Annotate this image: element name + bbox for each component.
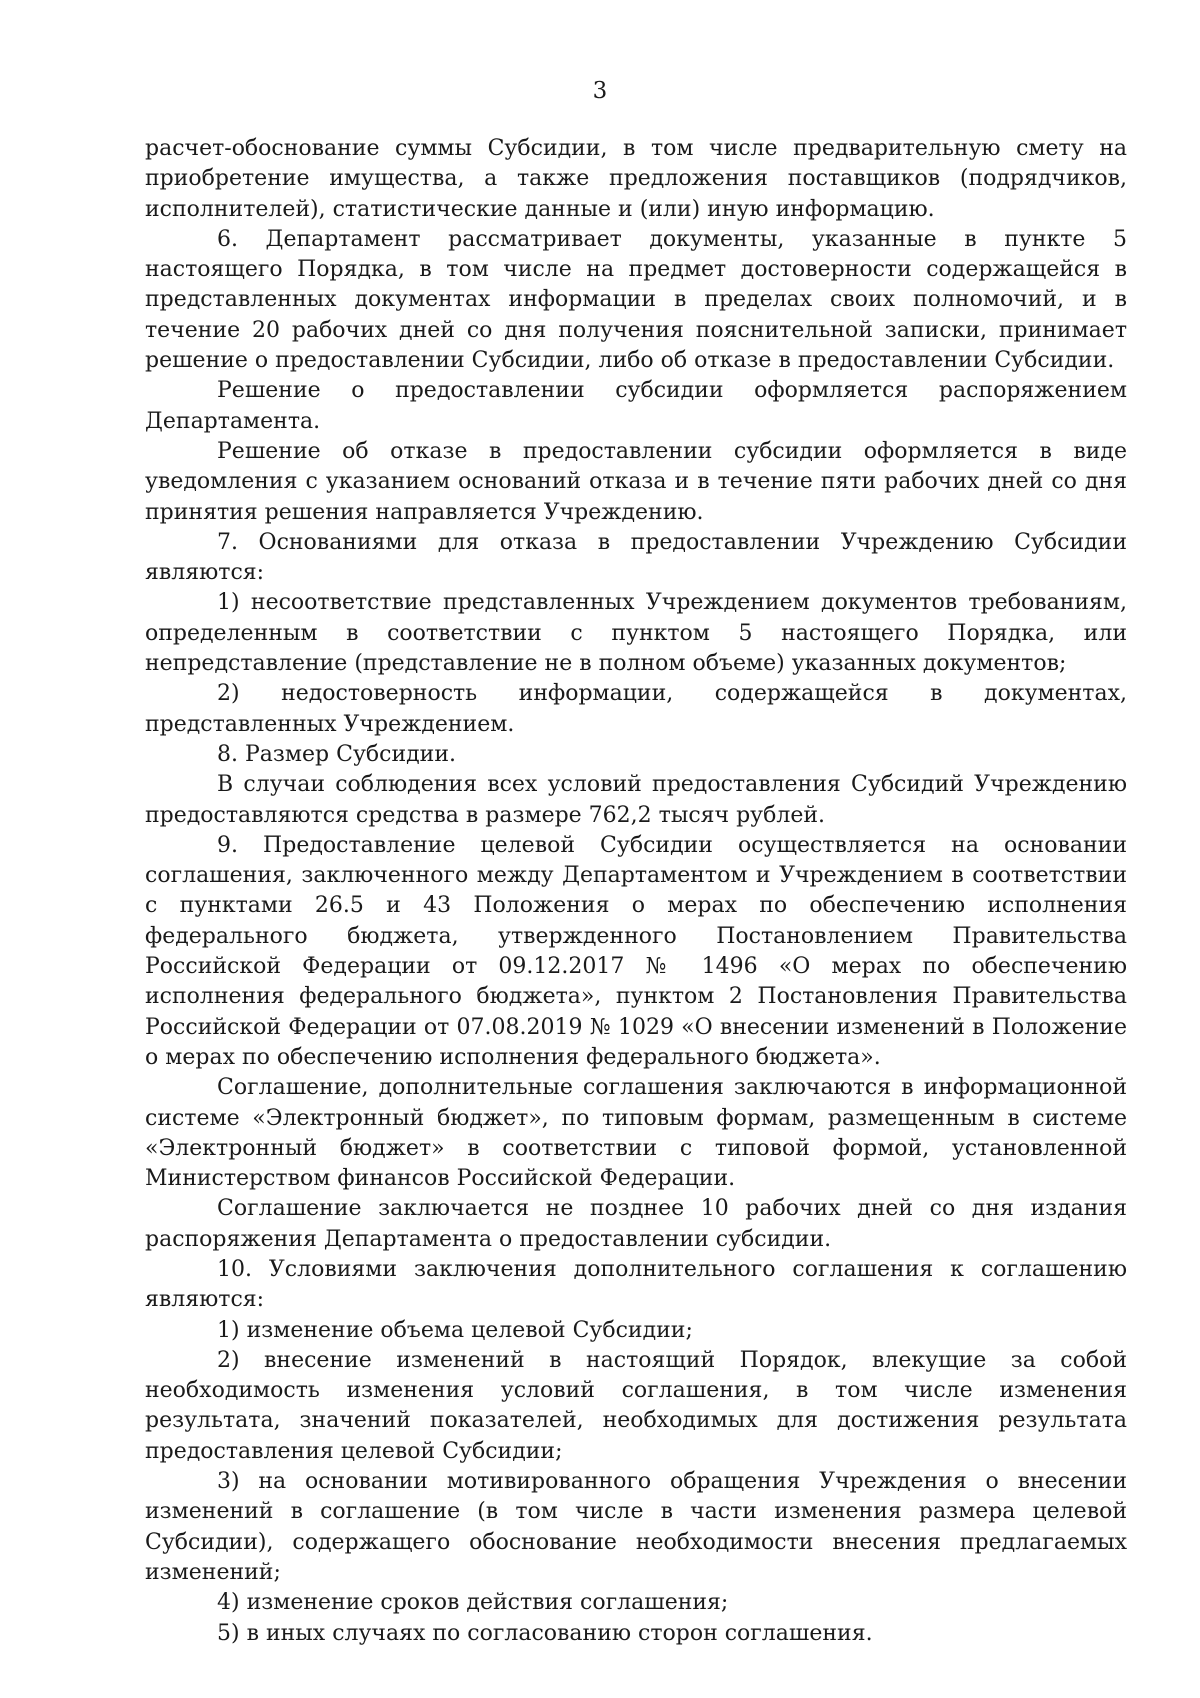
- paragraph-item-10: 10. Условиями заключения дополнительного соглашения к соглашению являются:: [145, 1256, 1127, 1313]
- paragraph-decision-refusal: Решение об отказе в предоставлении субсидии оформляется в виде уведомления с указанием оснований отказа и в течение пяти рабочих дней со дня принятия решения направляется Учреждению.: [145, 438, 1127, 525]
- paragraph-subsidy-amount: В случаи соблюдения всех условий предоставления Субсидий Учреждению предоставляются средства в размере 762,2 тысяч рублей.: [145, 772, 1127, 828]
- paragraph-item-10-4: 4) изменение сроков действия соглашения;: [217, 1590, 729, 1616]
- paragraph-item-8: 8. Размер Субсидии.: [217, 741, 456, 767]
- paragraph-item-9: 9. Предоставление целевой Субсидии осуществляется на основании соглашения, заключенного между Департаментом и Учреждением в соответствии с пунктами 26.5 и 43 Положения о мерах по обеспечению исполнения федерального бюджета, утвержденного Постановлением Правительства Российской Федерации от 09.12.2017 № 1496 «О мерах по обеспечению исполнения федерального бюджета», пунктом 2 Постановления Правительства Российской Федерации от 07.08.2019 № 1029 «О внесении изменений в Положение о мерах по обеспечению исполнения федерального бюджета».: [145, 832, 1127, 1070]
- document-body: [145, 134, 1127, 1649]
- paragraph-item-10-1: 1) изменение объема целевой Субсидии;: [217, 1317, 693, 1343]
- paragraph-item-6: 6. Департамент рассматривает документы, указанные в пункте 5 настоящего Порядка, в том числе на предмет достоверности содержащейся в представленных документах информации в пределах своих полномочий, и в течение 20 рабочих дней со дня получения пояснительной записки, принимает решение о предоставлении Субсидии, либо об отказе в предоставлении Субсидии.: [145, 226, 1127, 374]
- paragraph-item-10-3: 3) на основании мотивированного обращения Учреждения о внесении изменений в соглашение (в том числе в части изменения размера целевой Субсидии), содержащего обоснование необходимости внесения предлагаемых изменений;: [145, 1469, 1127, 1585]
- paragraph-agreement-deadline: Соглашение заключается не позднее 10 рабочих дней со дня издания распоряжения Департамента о предоставлении субсидии.: [145, 1196, 1127, 1252]
- paragraph-agreement-system: Соглашение, дополнительные соглашения заключаются в информационной системе «Электронный бюджет», по типовым формам, размещенным в системе «Электронный бюджет» в соответствии с типовой формой, установленной Министерством финансов Российской Федерации.: [145, 1075, 1127, 1192]
- paragraph-continuation: расчет-обоснование суммы Субсидии, в том числе предварительную смету на приобретение имущества, а также предложения поставщиков (подрядчиков, исполнителей), статистические данные и (или) иную информацию.: [145, 136, 1127, 222]
- paragraph-item-7-2: 2) недостоверность информации, содержащейся в документах, представленных Учреждением.: [145, 681, 1127, 737]
- paragraph-item-7: 7. Основаниями для отказа в предоставлении Учреждению Субсидии являются:: [145, 529, 1127, 586]
- paragraph-item-7-1: 1) несоответствие представленных Учреждением документов требованиям, определенным в соответствии с пунктом 5 настоящего Порядка, или непредставление (представление не в полном объеме) указанных документов;: [145, 590, 1127, 677]
- paragraph-item-10-2: 2) внесение изменений в настоящий Порядок, влекущие за собой необходимость изменения условий соглашения, в том числе изменения результата, значений показателей, необходимых для достижения результата предоставления целевой Субсидии;: [145, 1347, 1127, 1464]
- paragraph-decision-grant: Решение о предоставлении субсидии оформляется распоряжением Департамента.: [145, 378, 1127, 434]
- paragraph-item-10-5: 5) в иных случаях по согласованию сторон соглашения.: [217, 1620, 873, 1646]
- page-number: 3: [592, 78, 608, 104]
